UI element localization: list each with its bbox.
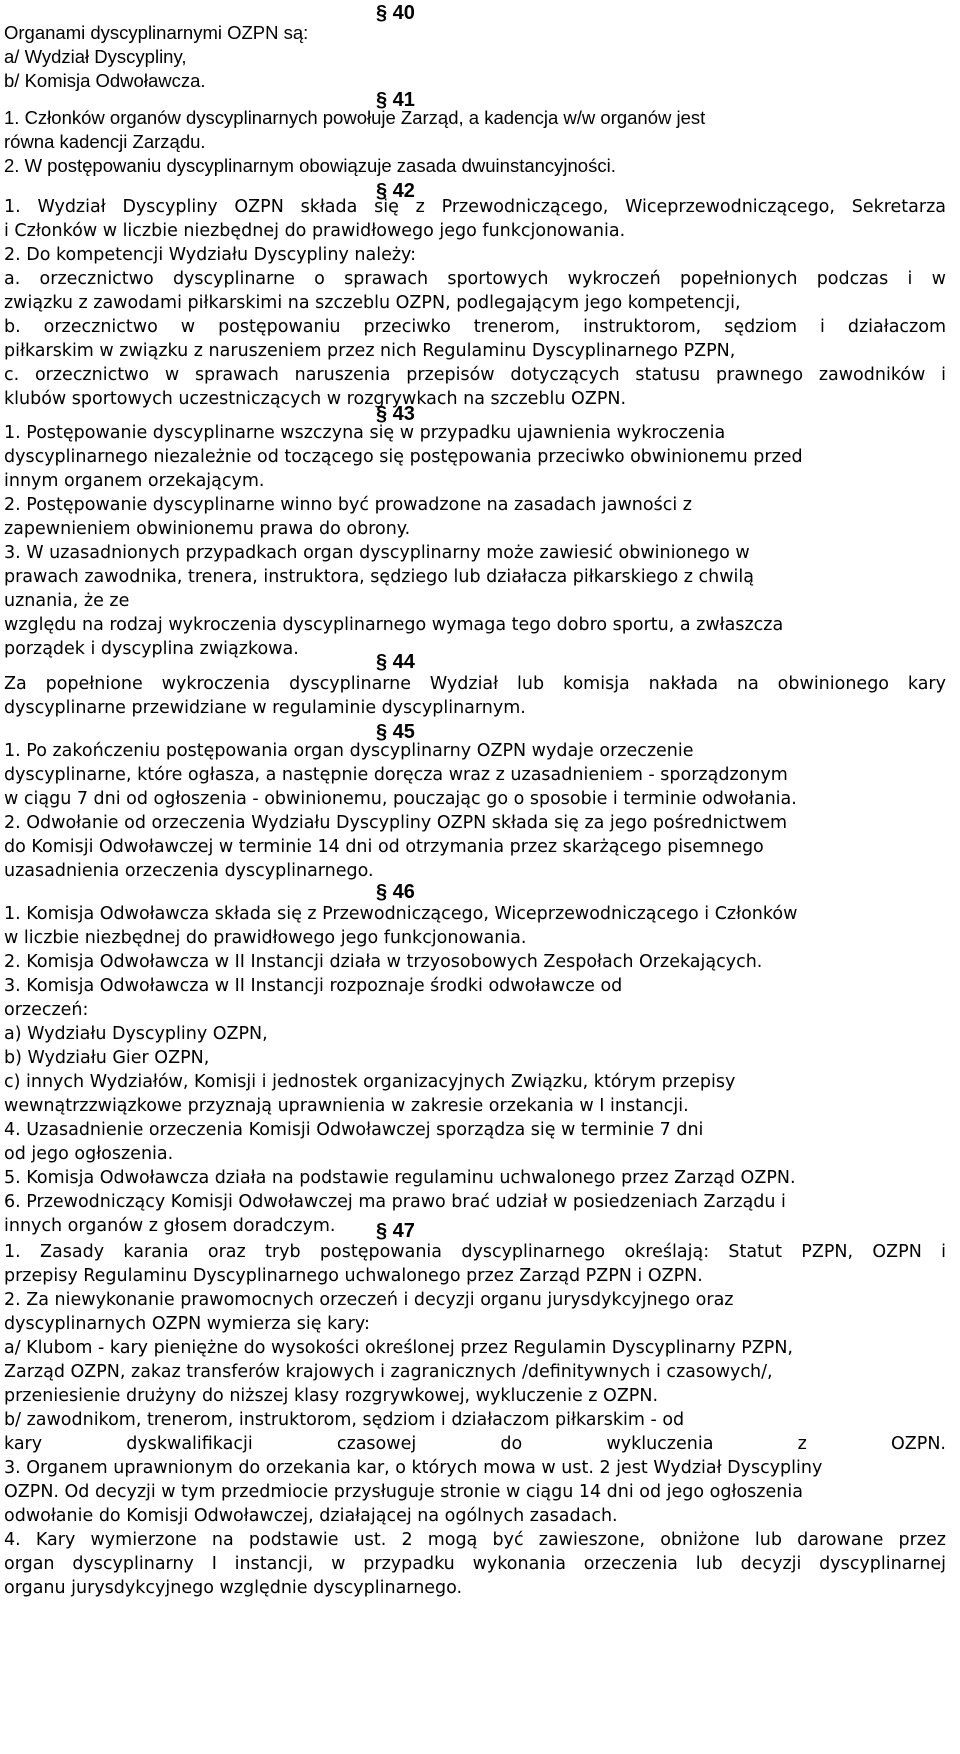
text-line: Za popełnione wykroczenia dyscyplinarne Wydział lub komisja nakłada na obwinionego kary [4,674,946,694]
text-line: b. orzecznictwo w postępowaniu przeciwko trenerom, instruktorom, sędziom i działaczom [4,317,946,337]
text-line: b/ zawodnikom, trenerom, instruktorom, sędziom i działaczom piłkarskim - od [4,1410,685,1430]
text-line: c. orzecznictwo w sprawach naruszenia przepisów dotyczących statusu prawnego zawodników i [4,365,946,385]
text-line: klubów sportowych uczestniczących w rozgrywkach na szczeblu OZPN. [4,389,627,409]
text-line: od jego ogłoszenia. [4,1144,174,1164]
text-line: piłkarskim w związku z naruszeniem przez nich Regulaminu Dyscyplinarnego PZPN, [4,341,736,361]
text-line: orzeczeń: [4,1000,89,1020]
text-line: w liczbie niezbędnej do prawidłowego jego funkcjonowania. [4,928,527,948]
text-line: b/ Komisja Odwoławcza. [4,70,206,91]
text-line: porządek i dyscyplina związkowa. [4,639,299,659]
section-heading: § 40 [376,2,415,24]
text-line: innym organem orzekającym. [4,471,265,491]
text-line: równa kadencji Zarządu. [4,131,206,152]
text-line: 2. Komisja Odwoławcza w II Instancji działa w trzyosobowych Zespołach Orzekających. [4,952,763,972]
text-line: innych organów z głosem doradczym. [4,1216,336,1236]
text-line: odwołanie do Komisji Odwoławczej, działającej na ogólnych zasadach. [4,1506,618,1526]
text-line: dyscyplinarnych OZPN wymierza się kary: [4,1314,370,1334]
text-line: 5. Komisja Odwoławcza działa na podstawie regulaminu uchwalonego przez Zarząd OZPN. [4,1168,796,1188]
text-line: 1. Zasady karania oraz tryb postępowania dyscyplinarnego określają: Statut PZPN, OZPN i [4,1242,946,1262]
text-line: 1. Członków organów dyscyplinarnych powołuje Zarząd, a kadencja w/w organów jest [4,107,706,128]
text-line: dyscyplinarne przewidziane w regulaminie dyscyplinarnym. [4,698,526,718]
text-line: a. orzecznictwo dyscyplinarne o sprawach sportowych wykroczeń popełnionych podczas i w [4,269,946,289]
text-line: kary dyskwalifikacji czasowej do wykluczenia z OZPN. [4,1434,946,1454]
text-line: 1. Komisja Odwoławcza składa się z Przewodniczącego, Wiceprzewodniczącego i Członków [4,904,798,924]
section-heading: § 47 [376,1220,415,1242]
section-heading: § 44 [376,651,415,673]
text-line: dyscyplinarnego niezależnie od toczącego się postępowania przeciwko obwinionemu przed [4,447,803,467]
text-line: 3. Komisja Odwoławcza w II Instancji rozpoznaje środki odwoławcze od [4,976,623,996]
text-line: 4. Uzasadnienie orzeczenia Komisji Odwoławczej sporządza się w terminie 7 dni [4,1120,704,1140]
text-line: 3. Organem uprawnionym do orzekania kar, o których mowa w ust. 2 jest Wydział Dyscypliny [4,1458,823,1478]
text-line: zapewnieniem obwinionemu prawa do obrony. [4,519,411,539]
text-line: i Członków w liczbie niezbędnej do prawidłowego jego funkcjonowania. [4,221,626,241]
text-line: przeniesienie drużyny do niższej klasy rozgrywkowej, wykluczenie z OZPN. [4,1386,659,1406]
text-line: dyscyplinarne, które ogłasza, a następnie doręcza wraz z uzasadnieniem - sporządzonym [4,765,788,785]
text-line: 1. Wydział Dyscypliny OZPN składa się z Przewodniczącego, Wiceprzewodniczącego, Sekretarza [4,197,946,217]
section-heading: § 43 [376,403,415,425]
text-line: uzasadnienia orzeczenia dyscyplinarnego. [4,861,374,881]
text-line: 4. Kary wymierzone na podstawie ust. 2 mogą być zawieszone, obniżone lub darowane przez [4,1530,946,1550]
text-line: przepisy Regulaminu Dyscyplinarnego uchwalonego przez Zarząd PZPN i OZPN. [4,1266,703,1286]
text-line: OZPN. Od decyzji w tym przedmiocie przysługuje stronie w ciągu 14 dni od jego ogłoszenia [4,1482,803,1502]
text-line: względu na rodzaj wykroczenia dyscyplinarnego wymaga tego dobro sportu, a zwłaszcza [4,615,784,635]
text-line: wewnątrzzwiązkowe przyznają uprawnienia w zakresie orzekania w I instancji. [4,1096,689,1116]
text-line: 2. Do kompetencji Wydziału Dyscypliny należy: [4,245,417,265]
text-line: organu jurysdykcyjnego względnie dyscyplinarnego. [4,1578,463,1598]
section-heading: § 42 [376,180,415,202]
text-line: 2. Odwołanie od orzeczenia Wydziału Dyscypliny OZPN składa się za jego pośrednictwem [4,813,788,833]
text-line: do Komisji Odwoławczej w terminie 14 dni od otrzymania przez skarżącego pisemnego [4,837,764,857]
text-line: Zarząd OZPN, zakaz transferów krajowych i zagranicznych /definitywnych i czasowych/, [4,1362,773,1382]
text-line: 2. Za niewykonanie prawomocnych orzeczeń i decyzji organu jurysdykcyjnego oraz [4,1290,734,1310]
section-heading: § 45 [376,721,415,743]
text-line: c) innych Wydziałów, Komisji i jednostek organizacyjnych Związku, którym przepisy [4,1072,736,1092]
text-line: związku z zawodami piłkarskimi na szczeblu OZPN, podlegającym jego kompetencji, [4,293,741,313]
section-heading: § 46 [376,881,415,903]
text-line: a/ Wydział Dyscypliny, [4,46,187,67]
text-line: 3. W uzasadnionych przypadkach organ dyscyplinarny może zawiesić obwinionego w [4,543,750,563]
text-line: 2. W postępowaniu dyscyplinarnym obowiązuje zasada dwuinstancyjności. [4,155,616,176]
text-line: 1. Postępowanie dyscyplinarne wszczyna się w przypadku ujawnienia wykroczenia [4,423,726,443]
text-line: 2. Postępowanie dyscyplinarne winno być prowadzone na zasadach jawności z [4,495,692,515]
text-line: uznania, że ze [4,591,130,611]
text-line: prawach zawodnika, trenera, instruktora, sędziego lub działacza piłkarskiego z chwilą [4,567,754,587]
text-line: organ dyscyplinarny I instancji, w przypadku wykonania orzeczenia lub decyzji dyscyplinarnej [4,1554,946,1574]
text-line: 6. Przewodniczący Komisji Odwoławczej ma prawo brać udział w posiedzeniach Zarządu i [4,1192,786,1212]
text-line: Organami dyscyplinarnymi OZPN są: [4,22,309,43]
text-line: a/ Klubom - kary pieniężne do wysokości określonej przez Regulamin Dyscyplinarny PZPN, [4,1338,793,1358]
text-line: w ciągu 7 dni od ogłoszenia - obwinionemu, pouczając go o sposobie i terminie odwołania. [4,789,797,809]
section-heading: § 41 [376,89,415,111]
text-line: b) Wydziału Gier OZPN, [4,1048,210,1068]
text-line: 1. Po zakończeniu postępowania organ dyscyplinarny OZPN wydaje orzeczenie [4,741,694,761]
text-line: a) Wydziału Dyscypliny OZPN, [4,1024,268,1044]
